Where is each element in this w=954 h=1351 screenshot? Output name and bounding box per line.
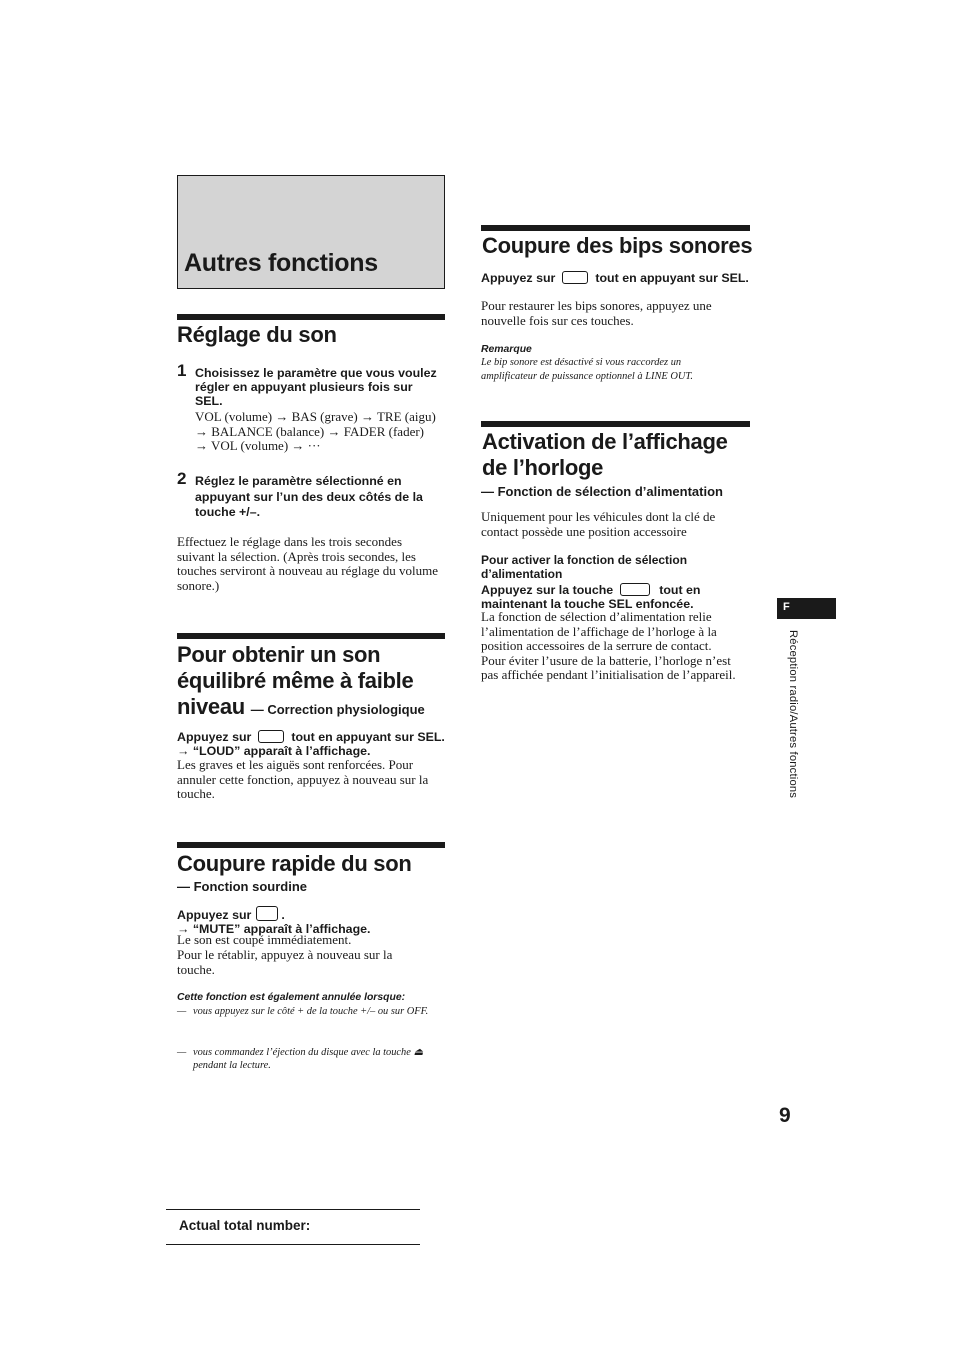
horloge-subtitle: — Fonction de sélection d’alimentation xyxy=(481,484,723,499)
mute-subtitle: — Fonction sourdine xyxy=(177,879,307,894)
loud-instr-a: Appuyez sur xyxy=(177,730,252,744)
step-2-instruction: Réglez le paramètre sélectionné en appuyant sur l’un des deux côtés de la touche +/–. xyxy=(195,474,423,519)
step-number-1: 1 xyxy=(177,361,187,380)
loud-subtitle: — Correction physiologique xyxy=(250,702,425,717)
section-rule-horloge xyxy=(481,421,750,427)
mute-note-item-1 xyxy=(177,1005,443,1019)
step-1-instruction: Choisissez le paramètre que vous voulez régler en appuyant plusieurs fois sur SEL. xyxy=(195,366,437,408)
bips-note: Le bip sonore est désactivé si vous raccordez un amplificateur de puissance optionnel à LINE OUT. xyxy=(481,357,693,382)
chapter-header-box xyxy=(177,175,445,289)
bips-body: Pour restaurer les bips sonores, appuyez une nouvelle fois sur ces touches. xyxy=(481,298,712,328)
language-tab-label: F xyxy=(783,601,790,613)
loud-body: Les graves et les aiguës sont renforcées. Pour annuler cette fonction, appuyez à nouveau sur la touche. xyxy=(177,757,429,802)
step-number-2: 2 xyxy=(177,469,187,488)
vertical-section-label: Réception radio/Autres fonctions xyxy=(787,630,799,799)
horloge-button-icon xyxy=(620,583,650,596)
mute-instr-c: → “MUTE” apparaît à l’affichage. xyxy=(177,922,371,936)
section-title-bips: Coupure des bips sonores xyxy=(482,233,753,258)
section-title-horloge: Activation de l’affichage de l’horloge xyxy=(482,429,728,480)
mute-body-2: Pour le rétablir, appuyez à nouveau sur la touche. xyxy=(177,947,393,977)
section-title-loud xyxy=(177,642,445,723)
section-rule-mute xyxy=(177,842,445,848)
section-rule-bips xyxy=(481,225,750,231)
horloge-instr-b: tout en maintenant la touche SEL enfoncée. xyxy=(481,583,701,611)
section-title-mute: Coupure rapide du son xyxy=(177,851,412,876)
section-rule-loud xyxy=(177,633,445,639)
mute-note-item-2 xyxy=(177,1046,457,1073)
footer-rule-bottom xyxy=(166,1244,420,1245)
horloge-body-2: La fonction de sélection d’alimentation relie l’alimentation de l’affichage de l’horloge à la position accessoires de la serrure de contact. Pour éviter l’usure de la batterie, l’horloge n’est pas affichée pendant l’initialisation de l’appareil. xyxy=(481,609,736,683)
mute-note-text-1: vous appuyez sur le côté + de la touche +/– ou sur OFF. xyxy=(193,1006,429,1017)
bips-instr-a: Appuyez sur xyxy=(481,271,556,285)
horloge-sub-heading: Pour activer la fonction de sélection d’alimentation xyxy=(481,553,688,581)
mute-instr-b: . xyxy=(281,908,285,922)
language-tab xyxy=(777,598,836,619)
section-rule-reglage xyxy=(177,314,445,320)
mute-note-text-2: vous commandez l’éjection du disque avec la touche ⏏ pendant la lecture. xyxy=(193,1046,424,1071)
chapter-title: Autres fonctions xyxy=(184,249,378,277)
dash: — xyxy=(177,1046,187,1058)
horloge-body-1: Uniquement pour les véhicules dont la clé de contact possède une position accessoire xyxy=(481,509,716,539)
loud-instr-b: tout en appuyant sur SEL. → “LOUD” apparaît à l’affichage. xyxy=(177,730,445,758)
horloge-instruction xyxy=(481,583,750,611)
bips-instr-b: tout en appuyant sur SEL. xyxy=(595,271,749,285)
loud-instruction xyxy=(177,730,445,758)
bips-button-icon xyxy=(562,271,588,284)
dash: — xyxy=(177,1006,187,1017)
mute-body-1: Le son est coupé immédiatement. xyxy=(177,932,352,947)
loud-title-text: Pour obtenir un son équilibré même à faible niveau xyxy=(177,642,414,719)
bips-note-title: Remarque xyxy=(481,344,532,355)
parameter-sequence: VOL (volume) → BAS (grave) → TRE (aigu) → BALANCE (balance) → FADER (fader) → VOL (volume) → ··· xyxy=(195,409,436,454)
loud-button-icon xyxy=(258,730,284,743)
page-number: 9 xyxy=(779,1104,791,1127)
horloge-instr-a: Appuyez sur la touche xyxy=(481,583,614,597)
mute-button-icon xyxy=(256,906,278,921)
footer-rule-top xyxy=(166,1209,420,1210)
mute-note-title: Cette fonction est également annulée lorsque: xyxy=(177,992,406,1003)
mute-instr-a: Appuyez sur xyxy=(177,908,252,922)
reglage-body: Effectuez le réglage dans les trois secondes suivant la sélection. (Après trois secondes, les touches serviront à nouveau au réglage du volume sonore.) xyxy=(177,534,438,593)
section-title-reglage: Réglage du son xyxy=(177,322,337,347)
bips-instruction xyxy=(481,271,750,285)
footer-label: Actual total number: xyxy=(179,1218,311,1233)
